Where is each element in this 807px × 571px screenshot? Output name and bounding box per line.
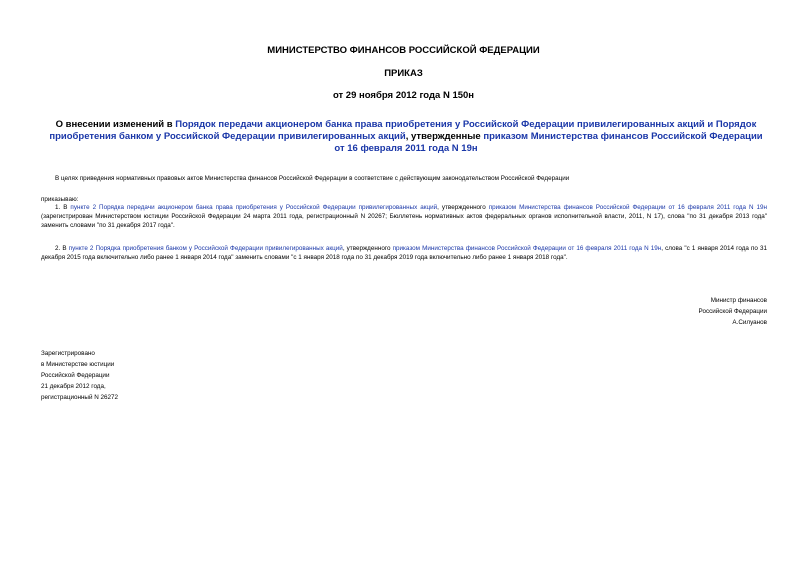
- signature-country: Российской Федерации: [698, 308, 767, 315]
- order-heading: ПРИКАЗ: [384, 68, 423, 79]
- registration-line-4: 21 декабря 2012 года,: [41, 383, 106, 390]
- para2-link-order[interactable]: приказом Министерства финансов Российской Федерации от 16 февраля 2011 года N 19н: [392, 245, 662, 252]
- title-link-procedure[interactable]: Порядок передачи акционером банка права приобретения у Российской Федерации привилегированных акций и Порядок приобретения банком у Российской Федерации привилегированных акций: [49, 119, 757, 142]
- paragraph-1: [41, 203, 767, 230]
- orders-word: приказываю:: [41, 196, 79, 203]
- paragraph-2: [41, 244, 767, 262]
- para1-link-order[interactable]: приказом Министерства финансов Российской Федерации от 16 февраля 2011 года N 19н: [488, 204, 767, 211]
- para2-link-item[interactable]: пункте 2 Порядка приобретения банком у Российской Федерации привилегированных акций: [68, 245, 343, 252]
- preamble: В целях приведения нормативных правовых актов Министерства финансов Российской Федерации в соответствие с действующим законодательством Российской Федерации: [55, 175, 570, 182]
- signature-position: Министр финансов: [710, 297, 767, 304]
- para1-mid: , утвержденного: [437, 204, 489, 211]
- title-middle: , утвержденные: [405, 131, 484, 142]
- registration-block: [41, 349, 261, 404]
- signature-name: А.Силуанов: [732, 319, 767, 326]
- para2-mid: , утвержденного: [342, 245, 393, 252]
- registration-line-3: Российской Федерации: [41, 372, 110, 379]
- signature-block: [600, 296, 767, 329]
- registration-line-2: в Министерстве юстиции: [41, 361, 115, 368]
- ministry-name: МИНИСТЕРСТВО ФИНАНСОВ РОССИЙСКОЙ ФЕДЕРАЦИИ: [267, 45, 540, 56]
- para1-rest: (зарегистрирован Министерством юстиции Российской Федерации 24 марта 2011 года, регистрационный N 20267; Бюллетень нормативных актов федеральных органов исполнительной власти, 2011, N 17), слова "по 31 декабря 2013 года" заменить словами "по 31 декабря 2017 года".: [41, 213, 767, 229]
- title-prefix: О внесении изменений в: [55, 119, 176, 130]
- document-title: [45, 119, 767, 155]
- registration-line-1: Зарегистрировано: [41, 350, 95, 357]
- para2-num: 2. В: [55, 245, 69, 252]
- para1-link-item[interactable]: пункте 2 Порядка передачи акционером банка права приобретения у Российской Федерации привилегированных акций: [70, 204, 438, 211]
- registration-line-5: регистрационный N 26272: [41, 394, 119, 401]
- para2-rest: , слова "с 1 января 2014 года по 31 декабря 2015 года включительно либо ранее 1 января 2014 года" заменить словами "с 1 января 2018 года по 31 декабря 2019 года включительно либо ранее 1 января 2018 года".: [41, 245, 767, 261]
- order-date: от 29 ноября 2012 года N 150н: [332, 90, 475, 101]
- para1-num: 1. В: [55, 204, 71, 211]
- title-link-order[interactable]: приказом Министерства финансов Российской Федерации от 16 февраля 2011 года N 19н: [334, 131, 763, 154]
